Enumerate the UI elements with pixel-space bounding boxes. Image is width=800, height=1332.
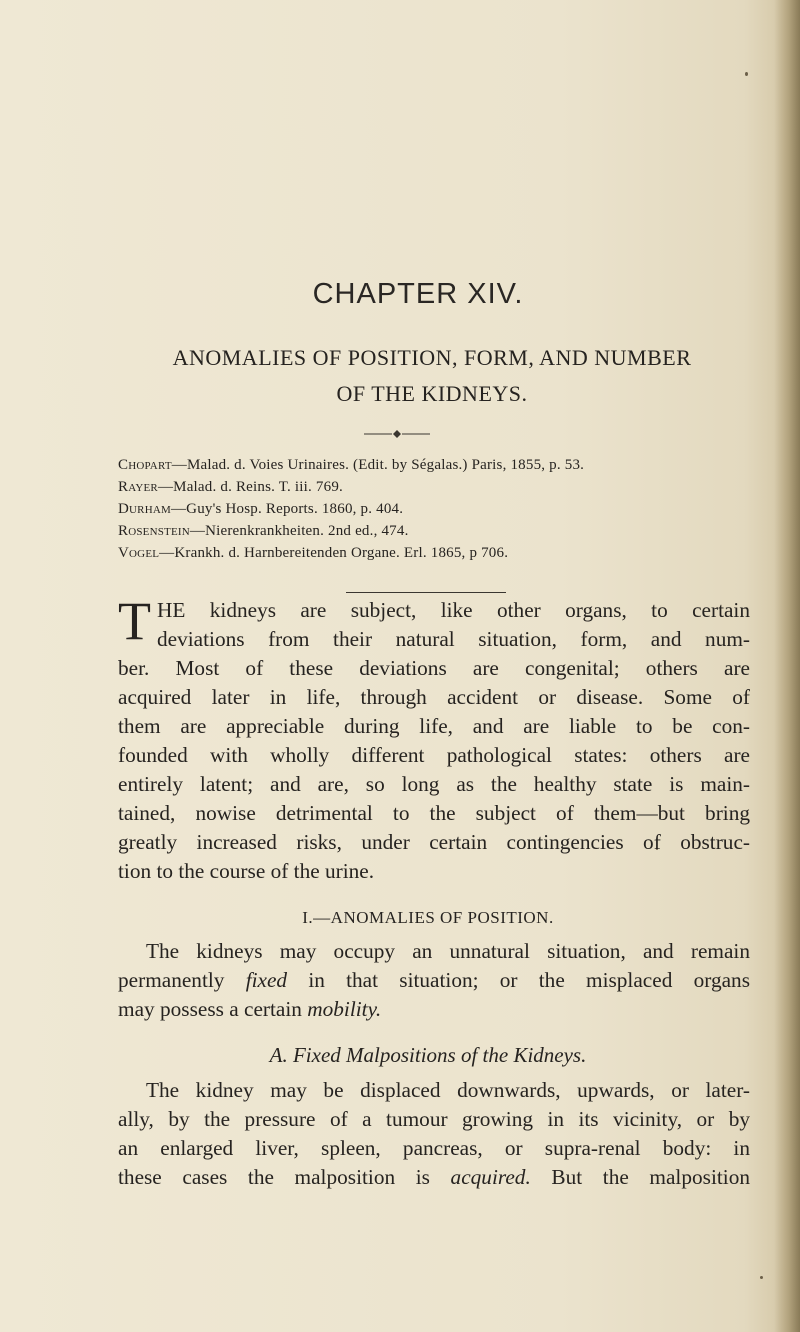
line-text: But the malposition — [530, 1165, 750, 1189]
line-text: in that situation; or the misplaced organs — [287, 968, 750, 992]
paragraph-line: greatly increased risks, under certain contingencies of obstruc- — [118, 830, 750, 854]
paper-speck — [760, 1276, 763, 1279]
reference-item — [118, 542, 768, 564]
paragraph-line — [118, 1163, 750, 1192]
drop-cap: T — [118, 591, 151, 651]
section-heading: I.—ANOMALIES OF POSITION. — [302, 908, 554, 927]
chapter-heading: CHAPTER XIV. — [312, 278, 524, 310]
title-line-1: ANOMALIES OF POSITION, FORM, AND NUMBER — [172, 345, 692, 370]
paragraph-line: ber. Most of these deviations are congenital; others are — [118, 656, 750, 680]
paragraph-line — [118, 966, 750, 995]
position-paragraph — [118, 937, 750, 1024]
line-text: may possess a certain — [118, 997, 308, 1021]
reference-author: Chopart — [118, 457, 172, 473]
line-text: these cases the malposition is — [118, 1165, 451, 1189]
first-word-rest: HE — [157, 598, 186, 622]
bibliography-references — [118, 454, 768, 564]
reference-author: Durham — [118, 501, 171, 517]
reference-text: —Malad. d. Reins. T. iii. 769. — [157, 479, 343, 495]
chapter-title — [118, 340, 746, 412]
reference-item — [118, 498, 768, 520]
emphasis-fixed: fixed — [245, 968, 288, 992]
paragraph-line: acquired later in life, through accident or disease. Some of — [118, 685, 750, 709]
reference-item — [118, 454, 768, 476]
reference-text: —Malad. d. Voies Urinaires. (Edit. by Ségalas.) Paris, 1855, p. 53. — [171, 457, 585, 473]
emphasis-mobility: mobility. — [307, 997, 382, 1021]
paragraph-line: The kidneys may occupy an unnatural situation, and remain — [146, 939, 750, 963]
paper-speck — [745, 72, 748, 76]
reference-text: —Krankh. d. Harnbereitenden Organe. Erl. 1865, p 706. — [159, 545, 509, 561]
paragraph-line: ally, by the pressure of a tumour growing in its vicinity, or by — [118, 1107, 750, 1131]
reference-author: Rosenstein — [118, 523, 190, 539]
reference-author: Vogel — [118, 545, 160, 561]
paragraph-line: tion to the course of the urine. — [118, 859, 375, 883]
paragraph-line: tained, nowise detrimental to the subject of them—but bring — [118, 801, 750, 825]
reference-text: —Nierenkrankheiten. 2nd ed., 474. — [189, 523, 409, 539]
line-text: kidneys are subject, like other organs, to certain — [209, 598, 751, 622]
horizontal-rule — [346, 592, 506, 593]
subsection-heading: A. Fixed Malpositions of the Kidneys. — [269, 1043, 587, 1067]
paragraph-line: founded with wholly different pathological states: others are — [118, 743, 750, 767]
intro-paragraph — [118, 591, 751, 886]
paragraph-line: The kidney may be displaced downwards, upwards, or later- — [146, 1078, 750, 1102]
reference-item — [118, 476, 768, 498]
paragraph-line: entirely latent; and are, so long as the healthy state is main- — [118, 772, 750, 796]
reference-text: —Guy's Hosp. Reports. 1860, p. 404. — [170, 501, 404, 517]
paragraph-line — [118, 596, 750, 625]
malposition-paragraph — [118, 1076, 750, 1192]
page-edge-shadow — [774, 0, 800, 1332]
line-text: permanently — [118, 968, 246, 992]
ornament-divider — [362, 427, 432, 441]
emphasis-acquired: acquired. — [450, 1165, 531, 1189]
reference-item — [118, 520, 768, 542]
paragraph-line: deviations from their natural situation, form, and num- — [157, 627, 750, 651]
paragraph-line: them are appreciable during life, and are liable to be con- — [118, 714, 750, 738]
reference-author: Rayer — [118, 479, 158, 495]
paragraph-line: an enlarged liver, spleen, pancreas, or supra-renal body: in — [118, 1136, 750, 1160]
paragraph-line — [118, 995, 750, 1024]
title-line-2: OF THE KIDNEYS. — [336, 381, 528, 406]
